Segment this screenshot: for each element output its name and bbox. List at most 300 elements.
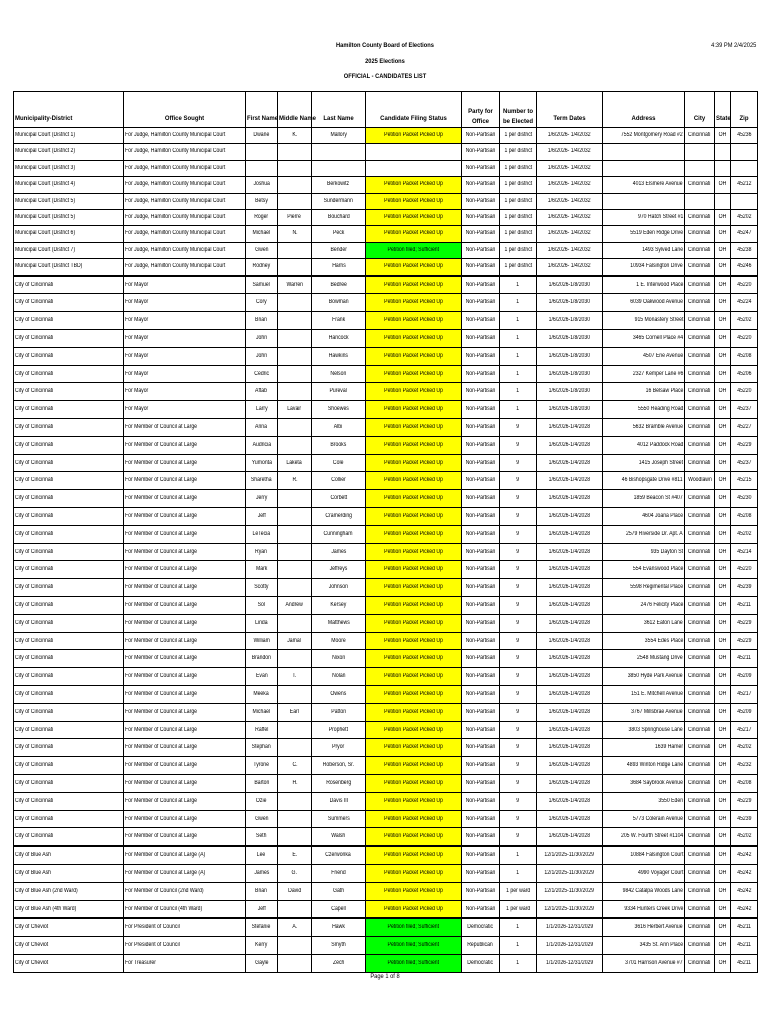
cell-middle-name: A. <box>278 918 312 936</box>
cell-last-name: Walsh <box>312 828 366 846</box>
table-row <box>14 365 758 383</box>
cell-term-dates: 1/6/2026-1/4/2028 <box>537 828 603 846</box>
cell-municipality: City of Cincinnati <box>14 330 124 348</box>
cell-state: OH <box>715 918 731 936</box>
table-row <box>14 436 758 454</box>
cell-city: Cincinnati <box>685 312 715 330</box>
cell-filing-status: Petition Packet Picked Up <box>366 900 462 918</box>
cell-state: OH <box>715 259 731 276</box>
cell-term-dates: 1/6/2026-1/4/2028 <box>537 757 603 775</box>
cell-municipality: City of Cincinnati <box>14 739 124 757</box>
cell-last-name: Brooks <box>312 436 366 454</box>
table-row <box>14 632 758 650</box>
cell-office: For Judge, Hamilton County Municipal Court <box>124 144 246 160</box>
cell-address: 3465 Cornell Place #4 <box>603 330 685 348</box>
cell-zip: 45232 <box>731 757 758 775</box>
cell-state: OH <box>715 294 731 312</box>
cell-term-dates: 1/6/2026- 1/4/2032 <box>537 210 603 226</box>
cell-zip: 45208 <box>731 347 758 365</box>
cell-term-dates: 1/6/2026-1/8/2030 <box>537 365 603 383</box>
cell-filing-status: Petition Packet Picked Up <box>366 193 462 209</box>
cell-office: For Member of Council at Large <box>124 525 246 543</box>
cell-last-name: Czerwonka <box>312 846 366 864</box>
cell-address: 10884 Falsington Court <box>603 846 685 864</box>
cell-city: Cincinnati <box>685 210 715 226</box>
cell-filing-status: Petition Packet Picked Up <box>366 579 462 597</box>
cell-zip <box>731 193 758 209</box>
cell-filing-status: Petition Packet Picked Up <box>366 882 462 900</box>
cell-zip: 45212 <box>731 177 758 193</box>
cell-last-name: Pryor <box>312 739 366 757</box>
cell-number-elected: 1 per district <box>500 259 537 276</box>
cell-office: For Member of Council at Large <box>124 828 246 846</box>
table-row <box>14 579 758 597</box>
cell-middle-name <box>278 193 312 209</box>
table-header-row <box>14 92 758 128</box>
cell-last-name: Shoewes <box>312 401 366 419</box>
cell-zip: 45215 <box>731 472 758 490</box>
cell-term-dates: 1/6/2026-1/8/2030 <box>537 401 603 419</box>
cell-filing-status: Petition Packet Picked Up <box>366 543 462 561</box>
cell-municipality: City of Blue Ash (4th Ward) <box>14 900 124 918</box>
cell-zip: 45237 <box>731 401 758 419</box>
cell-address: 3612 Eaton Lane <box>603 614 685 632</box>
cell-address: 5550 Reading Road <box>603 401 685 419</box>
cell-party: Non-Partisan <box>462 490 500 508</box>
cell-city: Woodlawn <box>685 472 715 490</box>
cell-party: Non-Partisan <box>462 128 500 144</box>
cell-zip: 45220 <box>731 561 758 579</box>
cell-office: For President of Council <box>124 937 246 955</box>
cell-address: 3803 Springhouse Lane <box>603 721 685 739</box>
cell-filing-status: Petition Packet Picked Up <box>366 739 462 757</box>
cell-last-name: Hawkins <box>312 347 366 365</box>
cell-party: Non-Partisan <box>462 650 500 668</box>
cell-municipality: City of Cincinnati <box>14 508 124 526</box>
cell-term-dates: 1/6/2026-1/4/2028 <box>537 721 603 739</box>
cell-office: For Member of Council at Large <box>124 579 246 597</box>
candidates-table <box>13 91 758 973</box>
cell-office: For Judge, Hamilton County Municipal Court <box>124 259 246 276</box>
cell-municipality: City of Cincinnati <box>14 774 124 792</box>
cell-state: OH <box>715 900 731 918</box>
cell-municipality: City of Cincinnati <box>14 383 124 401</box>
cell-city: Cincinnati <box>685 614 715 632</box>
cell-state: OH <box>715 614 731 632</box>
cell-party: Non-Partisan <box>462 810 500 828</box>
cell-middle-name: R. <box>278 472 312 490</box>
cell-first-name: Gwen <box>246 810 278 828</box>
table-row <box>14 597 758 615</box>
cell-municipality: Municipal Court (District 2) <box>14 144 124 160</box>
cell-zip: 45229 <box>731 792 758 810</box>
cell-party: Non-Partisan <box>462 347 500 365</box>
table-row <box>14 828 758 846</box>
cell-number-elected: 1 <box>500 401 537 419</box>
cell-party: Non-Partisan <box>462 846 500 864</box>
cell-filing-status: Petition filed; Sufficient <box>366 954 462 972</box>
cell-address: 4893 Winton Ridge Lane <box>603 757 685 775</box>
cell-last-name: Cole <box>312 454 366 472</box>
cell-zip: 45202 <box>731 525 758 543</box>
cell-term-dates: 1/6/2026-1/8/2030 <box>537 330 603 348</box>
col-header-office: Office Sought <box>124 92 246 128</box>
cell-municipality: City of Cheviot <box>14 918 124 936</box>
cell-state: OH <box>715 668 731 686</box>
cell-number-elected: 9 <box>500 490 537 508</box>
cell-middle-name <box>278 561 312 579</box>
cell-number-elected: 9 <box>500 472 537 490</box>
table-row <box>14 810 758 828</box>
cell-municipality: City of Cincinnati <box>14 632 124 650</box>
cell-address: 4013 Elsmere Avenue <box>603 177 685 193</box>
cell-filing-status: Petition Packet Picked Up <box>366 525 462 543</box>
cell-number-elected: 9 <box>500 757 537 775</box>
cell-address: 4604 Joana Place <box>603 508 685 526</box>
cell-last-name <box>312 144 366 160</box>
cell-state: OH <box>715 419 731 437</box>
cell-term-dates: 1/6/2026-1/4/2028 <box>537 436 603 454</box>
cell-last-name: Hawk <box>312 918 366 936</box>
cell-party: Non-Partisan <box>462 543 500 561</box>
cell-state: OH <box>715 579 731 597</box>
cell-city: Cincinnati <box>685 508 715 526</box>
table-row <box>14 276 758 294</box>
table-row <box>14 668 758 686</box>
cell-city: Cincinnati <box>685 579 715 597</box>
cell-city: Cincinnati <box>685 954 715 972</box>
cell-office: For Member of Council at Large <box>124 436 246 454</box>
cell-term-dates: 1/6/2026- 1/4/2032 <box>537 128 603 144</box>
cell-party: Non-Partisan <box>462 828 500 846</box>
table-row <box>14 774 758 792</box>
cell-first-name: Stephan <box>246 739 278 757</box>
cell-municipality: City of Cincinnati <box>14 703 124 721</box>
cell-address: 3850 Hyde Park Avenue <box>603 668 685 686</box>
cell-zip: 45242 <box>731 882 758 900</box>
cell-zip: 45217 <box>731 685 758 703</box>
cell-state: OH <box>715 365 731 383</box>
cell-last-name: Frank <box>312 312 366 330</box>
cell-number-elected: 9 <box>500 579 537 597</box>
cell-address: 2327 Kemper Lane #6 <box>603 365 685 383</box>
table-row <box>14 160 758 176</box>
cell-number-elected: 9 <box>500 739 537 757</box>
cell-term-dates: 1/6/2026-1/4/2028 <box>537 810 603 828</box>
cell-number-elected: 9 <box>500 614 537 632</box>
table-row <box>14 490 758 508</box>
cell-address: 3616 Herbert Avenue <box>603 918 685 936</box>
cell-number-elected: 1 <box>500 312 537 330</box>
cell-number-elected: 1 per ward <box>500 900 537 918</box>
cell-zip <box>731 160 758 176</box>
cell-filing-status: Petition Packet Picked Up <box>366 226 462 242</box>
cell-number-elected: 1 <box>500 383 537 401</box>
cell-office: For Member of Council at Large <box>124 454 246 472</box>
cell-city <box>685 144 715 160</box>
table-row <box>14 177 758 193</box>
cell-last-name: Patton <box>312 703 366 721</box>
cell-term-dates: 1/6/2026- 1/4/2032 <box>537 259 603 276</box>
cell-middle-name: Jamal <box>278 632 312 650</box>
cell-filing-status: Petition Packet Picked Up <box>366 490 462 508</box>
cell-party: Non-Partisan <box>462 210 500 226</box>
cell-last-name: Nixon <box>312 650 366 668</box>
cell-party: Non-Partisan <box>462 882 500 900</box>
cell-city: Cincinnati <box>685 792 715 810</box>
cell-term-dates: 1/6/2026- 1/4/2032 <box>537 226 603 242</box>
cell-city: Cincinnati <box>685 721 715 739</box>
cell-term-dates: 1/6/2026-1/4/2028 <box>537 454 603 472</box>
cell-first-name: Jeff <box>246 900 278 918</box>
cell-first-name: Mark <box>246 561 278 579</box>
cell-middle-name <box>278 177 312 193</box>
cell-middle-name: C. <box>278 757 312 775</box>
cell-address: 6039 Oakwood Avenue <box>603 294 685 312</box>
cell-municipality: City of Cincinnati <box>14 294 124 312</box>
col-header-filing-status: Candidate Filing Status <box>366 92 462 128</box>
cell-office: For Member of Council at Large <box>124 774 246 792</box>
cell-last-name: Bowman <box>312 294 366 312</box>
cell-first-name: Barton <box>246 774 278 792</box>
cell-zip: 45220 <box>731 383 758 401</box>
cell-municipality: City of Cincinnati <box>14 472 124 490</box>
cell-office: For Member of Council at Large <box>124 739 246 757</box>
cell-term-dates: 1/6/2026- 1/4/2032 <box>537 160 603 176</box>
cell-filing-status: Petition Packet Picked Up <box>366 828 462 846</box>
cell-first-name: Sharetha <box>246 472 278 490</box>
cell-middle-name <box>278 650 312 668</box>
cell-filing-status: Petition Packet Picked Up <box>366 668 462 686</box>
cell-zip: 45202 <box>731 739 758 757</box>
cell-term-dates: 1/6/2026- 1/4/2032 <box>537 144 603 160</box>
cell-number-elected: 9 <box>500 419 537 437</box>
table-row <box>14 937 758 955</box>
cell-office: For Member of Council at Large (A) <box>124 846 246 864</box>
cell-state <box>715 160 731 176</box>
cell-last-name: Summers <box>312 810 366 828</box>
cell-party: Non-Partisan <box>462 330 500 348</box>
cell-office: For Member of Council at Large <box>124 419 246 437</box>
cell-middle-name: David <box>278 882 312 900</box>
cell-last-name: Moore <box>312 632 366 650</box>
cell-first-name: Seth <box>246 828 278 846</box>
cell-middle-name <box>278 242 312 258</box>
cell-number-elected: 1 <box>500 954 537 972</box>
cell-municipality: Municipal Court (District 6) <box>14 226 124 242</box>
cell-middle-name <box>278 365 312 383</box>
cell-city <box>685 193 715 209</box>
cell-last-name: Albi <box>312 419 366 437</box>
cell-filing-status: Petition Packet Picked Up <box>366 128 462 144</box>
cell-middle-name <box>278 294 312 312</box>
cell-zip: 45209 <box>731 703 758 721</box>
cell-last-name: Corbett <box>312 490 366 508</box>
cell-state: OH <box>715 757 731 775</box>
table-row <box>14 259 758 276</box>
cell-first-name <box>246 160 278 176</box>
cell-last-name: Kersey <box>312 597 366 615</box>
cell-city: Cincinnati <box>685 757 715 775</box>
cell-city: Cincinnati <box>685 128 715 144</box>
cell-first-name: Aftab <box>246 383 278 401</box>
cell-first-name: Raffel <box>246 721 278 739</box>
cell-state: OH <box>715 347 731 365</box>
cell-office: For Member of Council at Large <box>124 632 246 650</box>
cell-office: For Member of Council (2nd Ward) <box>124 882 246 900</box>
cell-term-dates: 12/1/2025-11/30/2029 <box>537 900 603 918</box>
cell-zip <box>731 144 758 160</box>
cell-office: For Judge, Hamilton County Municipal Court <box>124 128 246 144</box>
cell-address: 5519 Eden Ridge Drive <box>603 226 685 242</box>
col-header-last-name: Last Name <box>312 92 366 128</box>
cell-city: Cincinnati <box>685 810 715 828</box>
cell-filing-status: Petition Packet Picked Up <box>366 632 462 650</box>
cell-state: OH <box>715 703 731 721</box>
cell-party: Non-Partisan <box>462 597 500 615</box>
report-election-year: 2025 Elections <box>365 58 405 65</box>
cell-zip: 45217 <box>731 721 758 739</box>
cell-zip: 45227 <box>731 419 758 437</box>
cell-city: Cincinnati <box>685 294 715 312</box>
cell-last-name <box>312 160 366 176</box>
cell-party: Non-Partisan <box>462 739 500 757</box>
cell-municipality: City of Cincinnati <box>14 668 124 686</box>
cell-party: Non-Partisan <box>462 472 500 490</box>
table-row <box>14 721 758 739</box>
cell-address: 46 Bishopsgate Drive #811 <box>603 472 685 490</box>
table-row <box>14 882 758 900</box>
table-row <box>14 900 758 918</box>
cell-number-elected: 1 per district <box>500 242 537 258</box>
cell-municipality: City of Cincinnati <box>14 579 124 597</box>
cell-office: For Member of Council at Large <box>124 650 246 668</box>
cell-last-name: Prophett <box>312 721 366 739</box>
cell-number-elected: 9 <box>500 774 537 792</box>
cell-party: Non-Partisan <box>462 294 500 312</box>
cell-filing-status: Petition Packet Picked Up <box>366 401 462 419</box>
cell-number-elected: 9 <box>500 668 537 686</box>
cell-party: Non-Partisan <box>462 614 500 632</box>
cell-last-name: Smyth <box>312 937 366 955</box>
cell-city: Cincinnati <box>685 774 715 792</box>
cell-address: 10934 Falsington Drive <box>603 259 685 276</box>
cell-office: For Treasurer <box>124 954 246 972</box>
cell-filing-status: Petition Packet Picked Up <box>366 276 462 294</box>
cell-municipality: City of Cincinnati <box>14 810 124 828</box>
cell-state: OH <box>715 774 731 792</box>
cell-term-dates: 1/1/2026-12/31/2029 <box>537 954 603 972</box>
cell-first-name: Larry <box>246 401 278 419</box>
cell-address: 3435 St. Ann Place <box>603 937 685 955</box>
cell-municipality: Municipal Court (District 1) <box>14 128 124 144</box>
cell-first-name: Anna <box>246 419 278 437</box>
cell-municipality: City of Cincinnati <box>14 401 124 419</box>
cell-city: Cincinnati <box>685 937 715 955</box>
cell-office: For Member of Council at Large <box>124 792 246 810</box>
cell-number-elected: 1 per district <box>500 177 537 193</box>
cell-number-elected: 9 <box>500 828 537 846</box>
cell-address: 16 Belsaw Place <box>603 383 685 401</box>
table-row <box>14 508 758 526</box>
cell-filing-status: Petition Packet Picked Up <box>366 810 462 828</box>
cell-middle-name: G. <box>278 864 312 882</box>
cell-zip: 45229 <box>731 632 758 650</box>
cell-number-elected: 1 per district <box>500 210 537 226</box>
cell-party: Non-Partisan <box>462 436 500 454</box>
cell-middle-name <box>278 419 312 437</box>
cell-first-name <box>246 144 278 160</box>
table-row <box>14 242 758 258</box>
cell-address: 3554 Edes Place <box>603 632 685 650</box>
cell-filing-status: Petition Packet Picked Up <box>366 383 462 401</box>
cell-municipality: City of Cincinnati <box>14 490 124 508</box>
cell-address: 935 Dayton St <box>603 543 685 561</box>
cell-party: Non-Partisan <box>462 276 500 294</box>
cell-term-dates: 1/6/2026-1/4/2028 <box>537 650 603 668</box>
cell-last-name: Harris <box>312 259 366 276</box>
cell-municipality: City of Cincinnati <box>14 757 124 775</box>
cell-address: 1493 Sylved Lane <box>603 242 685 258</box>
cell-party: Non-Partisan <box>462 144 500 160</box>
cell-middle-name <box>278 312 312 330</box>
table-row <box>14 312 758 330</box>
cell-middle-name <box>278 937 312 955</box>
cell-number-elected: 9 <box>500 436 537 454</box>
cell-middle-name <box>278 792 312 810</box>
cell-middle-name <box>278 508 312 526</box>
cell-state: OH <box>715 543 731 561</box>
cell-filing-status <box>366 144 462 160</box>
cell-municipality: Municipal Court (District 3) <box>14 160 124 176</box>
cell-last-name: Friend <box>312 864 366 882</box>
cell-term-dates: 1/6/2026- 1/4/2032 <box>537 177 603 193</box>
cell-last-name: Berkowitz <box>312 177 366 193</box>
cell-zip: 45220 <box>731 330 758 348</box>
cell-number-elected: 1 per district <box>500 128 537 144</box>
cell-middle-name <box>278 525 312 543</box>
cell-term-dates: 1/6/2026-1/4/2028 <box>537 525 603 543</box>
cell-city: Cincinnati <box>685 242 715 258</box>
cell-middle-name <box>278 614 312 632</box>
cell-last-name: Cunningham <box>312 525 366 543</box>
cell-state: OH <box>715 937 731 955</box>
cell-last-name: Roberson, Sr. <box>312 757 366 775</box>
table-row <box>14 226 758 242</box>
cell-office: For Judge, Hamilton County Municipal Court <box>124 193 246 209</box>
cell-middle-name: T. <box>278 668 312 686</box>
cell-term-dates: 1/6/2026-1/4/2028 <box>537 490 603 508</box>
cell-state: OH <box>715 828 731 846</box>
table-row <box>14 419 758 437</box>
cell-zip: 45211 <box>731 597 758 615</box>
cell-office: For Judge, Hamilton County Municipal Court <box>124 210 246 226</box>
table-row <box>14 561 758 579</box>
cell-zip: 45239 <box>731 579 758 597</box>
col-header-city: City <box>685 92 715 128</box>
cell-city: Cincinnati <box>685 650 715 668</box>
cell-zip: 45237 <box>731 454 758 472</box>
cell-term-dates: 1/1/2026-12/31/2029 <box>537 937 603 955</box>
cell-first-name: Scotty <box>246 579 278 597</box>
cell-municipality: City of Cincinnati <box>14 828 124 846</box>
table-row <box>14 543 758 561</box>
cell-term-dates: 1/6/2026-1/4/2028 <box>537 561 603 579</box>
cell-address: 1639 Hamer <box>603 739 685 757</box>
table-row <box>14 739 758 757</box>
cell-state: OH <box>715 436 731 454</box>
cell-state <box>715 144 731 160</box>
